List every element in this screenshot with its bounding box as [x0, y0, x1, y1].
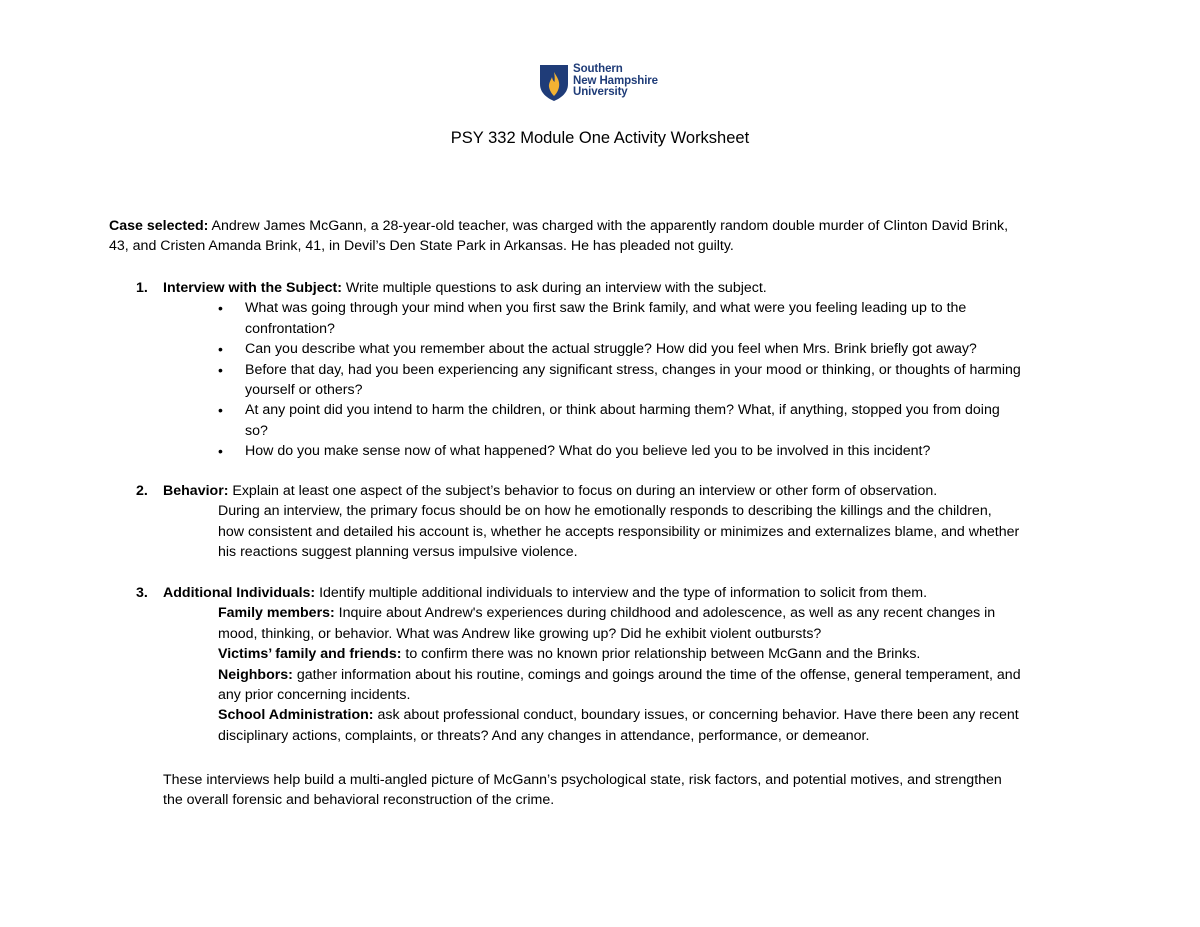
list-item-line: • Before that day, had you been experiencing any significant stress, changes in your mood or thinking, or thoughts of harming — [245, 361, 1021, 378]
individual-text: Inquire about Andrew's experiences during childhood and adolescence, as well as any recent changes in — [334, 605, 996, 622]
case-text-line-2: 43, and Cristen Amanda Brink, 41, in Devil’s Den State Park in Arkansas. He has pleaded not guilty. — [109, 238, 734, 255]
case-text-line-1: Andrew James McGann, a 28-year-old teacher, was charged with the apparently random double murder of Clinton David Brink, — [208, 218, 1009, 234]
closing-line-2: the overall forensic and behavioral reconstruction of the crime. — [163, 792, 555, 809]
list-item-line: so? — [245, 422, 268, 439]
section-heading: Interview with the Subject: — [163, 280, 342, 296]
logo-line-1: Southern — [573, 63, 623, 75]
list-item-line: • Can you describe what you remember about the actual struggle? How did you feel when Mrs. Brink briefly got away? — [245, 341, 977, 358]
list-item-line: yourself or others? — [245, 382, 363, 399]
individual-text: gather information about his routine, comings and goings around the time of the offense, general temperament, and — [292, 666, 1021, 683]
individual-label: Neighbors: — [218, 666, 293, 683]
response-line: his reactions suggest planning versus impulsive violence. — [218, 544, 578, 561]
individual-text: ask about professional conduct, boundary issues, or concerning behavior. Have there been any recent — [373, 707, 1019, 724]
list-item-line: mood, thinking, or behavior. What was Andrew like growing up? Did he exhibit violent outbursts? — [218, 625, 822, 642]
list-item-line: disciplinary actions, complaints, or threats? And any changes in attendance, performance, or demeanor. — [218, 727, 870, 744]
section-prompt: Identify multiple additional individuals to interview and the type of information to solicit from them. — [315, 585, 928, 601]
list-item-line: confrontation? — [245, 320, 335, 337]
shield-flame-icon — [539, 64, 569, 102]
section-prompt: Explain at least one aspect of the subject’s behavior to focus on during an interview or other form of observation. — [228, 483, 938, 499]
list-item-line: • At any point did you intend to harm the children, or think about harming them? What, if anything, stopped you from doing — [245, 402, 1000, 419]
individual-label: Victims’ family and friends: — [218, 646, 402, 663]
closing-line-1: These interviews help build a multi-angled picture of McGann’s psychological state, risk factors, and potential motives, and strengthen — [163, 772, 1002, 788]
individual-label: School Administration: — [218, 707, 374, 724]
list-item — [218, 400, 1098, 441]
case-selected-paragraph — [109, 216, 1089, 257]
closing-paragraph — [163, 770, 1083, 811]
list-item-line: • What was going through your mind when you first saw the Brink family, and what were you feeling leading up to the — [245, 300, 967, 317]
interview-questions-list — [218, 298, 1098, 461]
section-prompt: Write multiple questions to ask during an interview with the subject. — [341, 280, 767, 296]
list-item — [218, 603, 1098, 623]
section-heading: Additional Individuals: — [163, 585, 316, 601]
section-number: 2. — [136, 483, 148, 499]
individual-label: Family members: — [218, 605, 335, 622]
list-item-line: • How do you make sense now of what happened? What do you believe led you to be involved in this incident? — [245, 443, 931, 460]
list-item — [218, 705, 1098, 725]
individuals-list — [218, 603, 1098, 746]
response-line: how consistent and detailed his account is, whether he accepts responsibility or minimizes and externalizes blame, and whether — [218, 523, 1020, 540]
list-item — [218, 441, 1098, 461]
page-title: PSY 332 Module One Activity Worksheet — [450, 129, 750, 147]
logo-line-3: University — [573, 86, 628, 99]
case-label: Case selected: — [109, 218, 209, 234]
individual-text: to confirm there was no known prior relationship between McGann and the Brinks. — [401, 646, 921, 663]
section-heading: Behavior: — [163, 483, 229, 499]
snhu-logo — [539, 64, 658, 102]
section-number: 3. — [136, 585, 148, 601]
logo-line-2: New Hampshire — [573, 74, 658, 87]
list-item — [218, 665, 1098, 685]
list-item — [218, 298, 1098, 339]
list-item-line: any prior concerning incidents. — [218, 687, 411, 704]
section-number: 1. — [136, 280, 148, 296]
response-line: During an interview, the primary focus should be on how he emotionally responds to describing the killings and the children, — [218, 503, 992, 520]
behavior-response — [218, 501, 1098, 562]
list-item — [218, 360, 1098, 401]
list-item — [218, 644, 1098, 664]
list-item — [218, 339, 1098, 359]
